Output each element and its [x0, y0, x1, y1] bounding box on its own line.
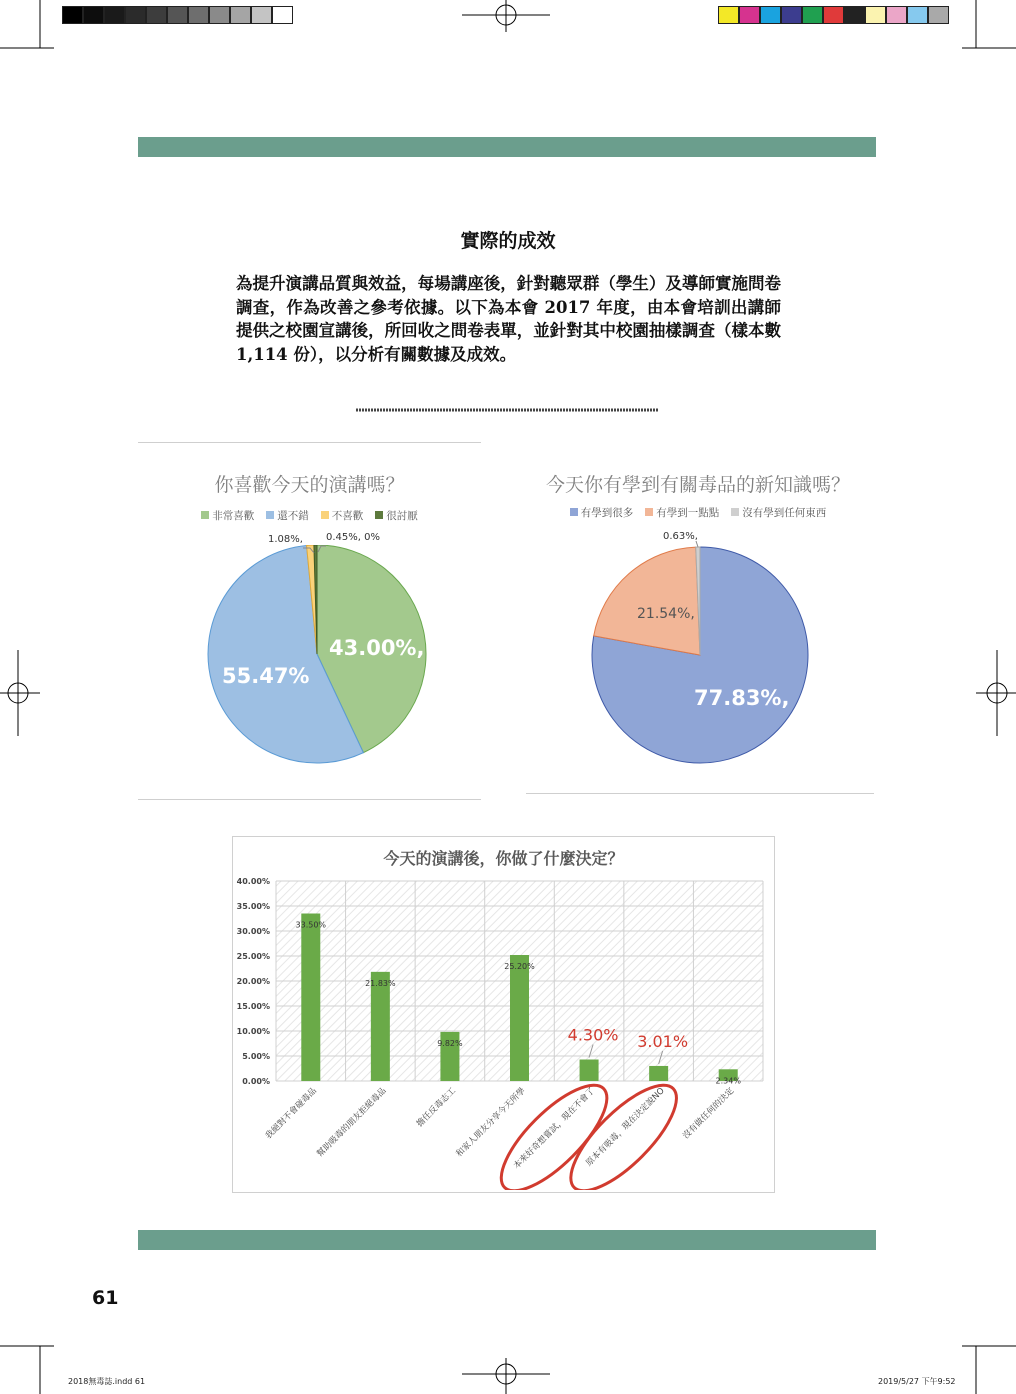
x-category-label: 幫助吸毒的朋友拒絕毒品 [315, 1086, 389, 1160]
bar [301, 914, 320, 1082]
pie-slice [594, 547, 700, 655]
legend-swatch [731, 508, 739, 516]
legend-item [645, 505, 719, 520]
bar-data-label: 21.83% [365, 978, 396, 988]
x-category-label: 沒有做任何的決定 [681, 1086, 737, 1142]
pie2-chart [580, 535, 820, 775]
legend-item [731, 505, 826, 520]
bar-data-label: 4.30% [567, 1025, 619, 1045]
footer-band [138, 1230, 876, 1250]
footer-file-info: 2018無毒誌.indd 61 [68, 1377, 146, 1386]
bar-chart [232, 870, 775, 1190]
pie1-label-love: 43.00%, [329, 636, 425, 660]
legend-item [570, 505, 634, 520]
x-category-label: 原本有吸毒，現在決定說NO [584, 1086, 667, 1169]
legend-label: 有學到很多 [580, 507, 634, 519]
pie1-label-okay: 55.47% [222, 664, 310, 688]
y-tick-label: 0.00% [242, 1077, 270, 1086]
pie1-title: 你喜歡今天的演講嗎？ [214, 474, 405, 496]
legend-swatch [570, 508, 578, 516]
bar-data-label: 2.34% [715, 1076, 741, 1086]
legend-swatch [321, 511, 329, 519]
bar-chart-title: 今天的演講後，你做了什麼決定？ [383, 849, 624, 868]
x-category-label: 和家人朋友分享今天所學 [454, 1086, 528, 1160]
legend-label: 還不錯 [277, 510, 309, 522]
bar-data-label: 33.50% [295, 920, 327, 930]
pie1-legend [138, 508, 481, 523]
bar-data-label: 25.20% [504, 962, 535, 971]
x-category-label: 本來好奇想嘗試，現在不會了 [511, 1086, 598, 1172]
legend-swatch [375, 511, 383, 519]
pie1-label-dislike: 1.08%, [268, 534, 303, 545]
chart-rule [138, 442, 481, 443]
page-number: 61 [92, 1287, 119, 1309]
y-tick-label: 5.00% [242, 1052, 270, 1061]
pie1-chart [200, 545, 440, 780]
bar [510, 955, 529, 1081]
bar [580, 1060, 599, 1082]
pie2-label-little: 21.54%, [637, 606, 695, 622]
header-band [138, 137, 876, 157]
footer-timestamp: 2019/5/27 下午9:52 [878, 1377, 956, 1386]
legend-label: 很討厭 [386, 510, 418, 522]
y-tick-label: 25.00% [236, 952, 270, 961]
legend-label: 有學到一點點 [656, 507, 720, 519]
decorative-divider [356, 406, 658, 414]
y-tick-label: 15.00% [236, 1002, 270, 1011]
section-title: 實際的成效 [460, 230, 556, 252]
legend-item [266, 508, 309, 523]
legend-item [375, 508, 418, 523]
chart-rule [526, 793, 874, 794]
y-tick-label: 40.00% [236, 877, 270, 886]
pie1-label-hate: 0.45%, 0% [326, 532, 380, 543]
legend-swatch [266, 511, 274, 519]
y-tick-label: 20.00% [236, 977, 270, 986]
legend-label: 沒有學到任何東西 [742, 507, 827, 519]
intro-paragraph: 為提升演講品質與效益，每場講座後，針對聽眾群（學生）及導師實施問卷調查，作為改善之參考依據。以下為本會 2017 年度，由本會培訓出講師提供之校園宣講後，所回收之問卷表單，並針對其中校園抽樣調查（樣本數 1,114 份），以分析有關數據及成效。 [236, 274, 781, 364]
pie2-legend [520, 505, 876, 520]
pie2-title: 今天你有學到有關毒品的新知識嗎？ [545, 474, 850, 496]
y-tick-label: 30.00% [236, 927, 270, 936]
legend-item [321, 508, 364, 523]
legend-label: 非常喜歡 [212, 510, 255, 522]
bar [371, 972, 390, 1081]
legend-swatch [645, 508, 653, 516]
bar [649, 1066, 668, 1081]
bar-data-label: 9.82% [437, 1038, 463, 1048]
bar-data-label: 3.01% [637, 1031, 689, 1051]
legend-label: 不喜歡 [331, 510, 364, 522]
chart-rule [138, 799, 481, 800]
x-category-label: 我絕對不會碰毒品 [263, 1086, 319, 1142]
legend-item [201, 508, 254, 523]
y-tick-label: 35.00% [236, 902, 270, 911]
legend-swatch [201, 511, 209, 519]
pie2-label-none: 0.63%, [663, 531, 698, 542]
pie2-label-much: 77.83%, [694, 686, 790, 710]
y-tick-label: 10.00% [236, 1027, 270, 1036]
x-category-label: 擔任反毒志工 [414, 1086, 459, 1130]
